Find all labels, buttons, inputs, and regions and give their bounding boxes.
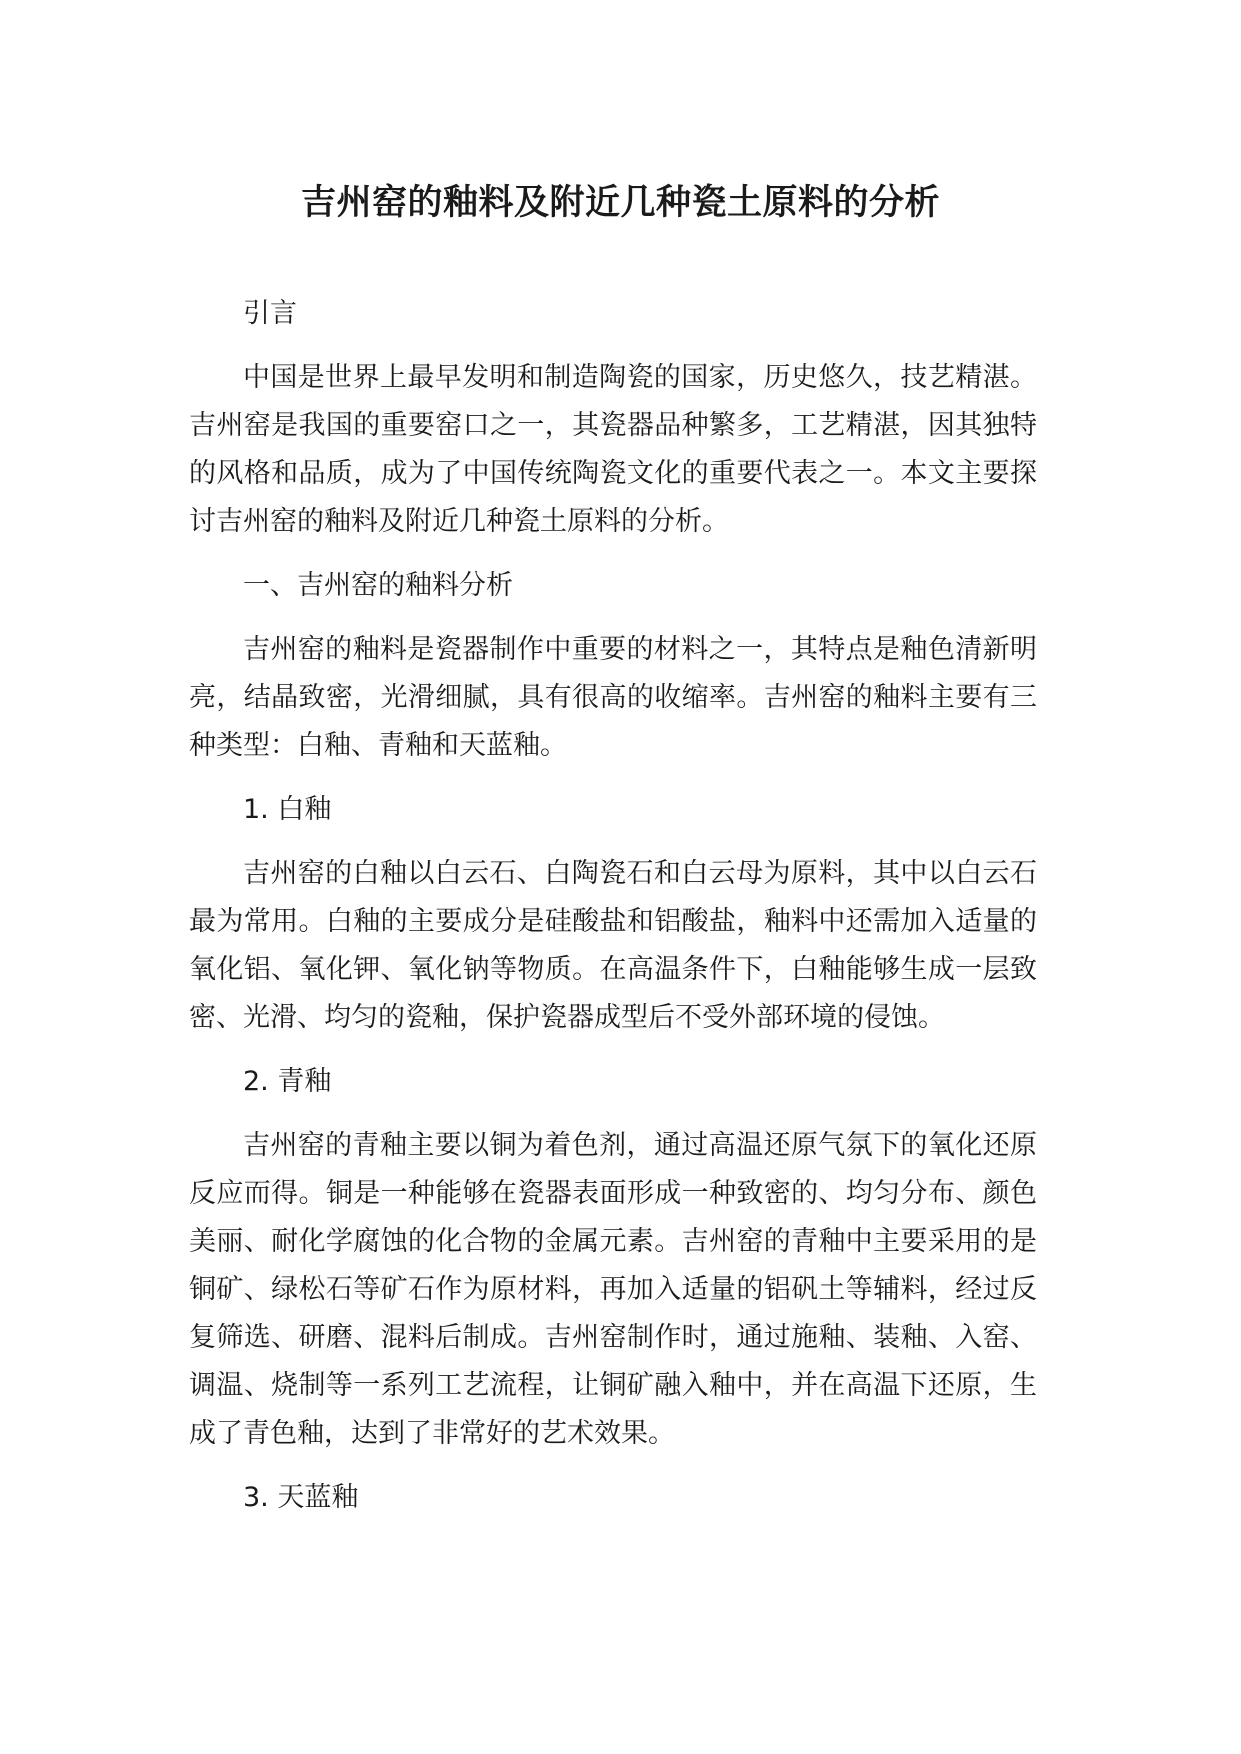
heading-intro: 引言: [243, 298, 297, 329]
document-title: 吉州窑的釉料及附近几种瓷土原料的分析: [300, 183, 940, 223]
heading-white-glaze: 1. 白釉: [243, 794, 332, 825]
heading-section-1: 一、吉州窑的釉料分析: [243, 570, 513, 601]
paragraph-section-1: 吉州窑的釉料是瓷器制作中重要的材料之一，其特点是釉色清新明亮，结晶致密，光滑细腻，具有很高的收缩率。吉州窑的釉料主要有三种类型：白釉、青釉和天蓝釉。: [189, 634, 1037, 761]
paragraph-celadon-glaze: 吉州窑的青釉主要以铜为着色剂，通过高温还原气氛下的氧化还原反应而得。铜是一种能够在瓷器表面形成一种致密的、均匀分布、颜色美丽、耐化学腐蚀的化合物的金属元素。吉州窑的青釉中主要采用的是铜矿、绿松石等矿石作为原材料，再加入适量的铝矾土等辅料，经过反复筛选、研磨、混料后制成。吉州窑制作时，通过施釉、装釉、入窑、调温、烧制等一系列工艺流程，让铜矿融入釉中，并在高温下还原，生成了青色釉，达到了非常好的艺术效果。: [189, 1130, 1037, 1449]
heading-celadon-glaze: 2. 青釉: [243, 1066, 332, 1097]
document-body: [189, 290, 1037, 1538]
heading-sky-blue-glaze: 3. 天蓝釉: [243, 1482, 359, 1513]
paragraph-intro: 中国是世界上最早发明和制造陶瓷的国家，历史悠久，技艺精湛。吉州窑是我国的重要窑口之一，其瓷器品种繁多，工艺精湛，因其独特的风格和品质，成为了中国传统陶瓷文化的重要代表之一。本文主要探讨吉州窑的釉料及附近几种瓷土原料的分析。: [189, 362, 1037, 537]
paragraph-white-glaze: 吉州窑的白釉以白云石、白陶瓷石和白云母为原料，其中以白云石最为常用。白釉的主要成分是硅酸盐和铝酸盐，釉料中还需加入适量的氧化铝、氧化钾、氧化钠等物质。在高温条件下，白釉能够生成一层致密、光滑、均匀的瓷釉，保护瓷器成型后不受外部环境的侵蚀。: [189, 858, 1037, 1033]
